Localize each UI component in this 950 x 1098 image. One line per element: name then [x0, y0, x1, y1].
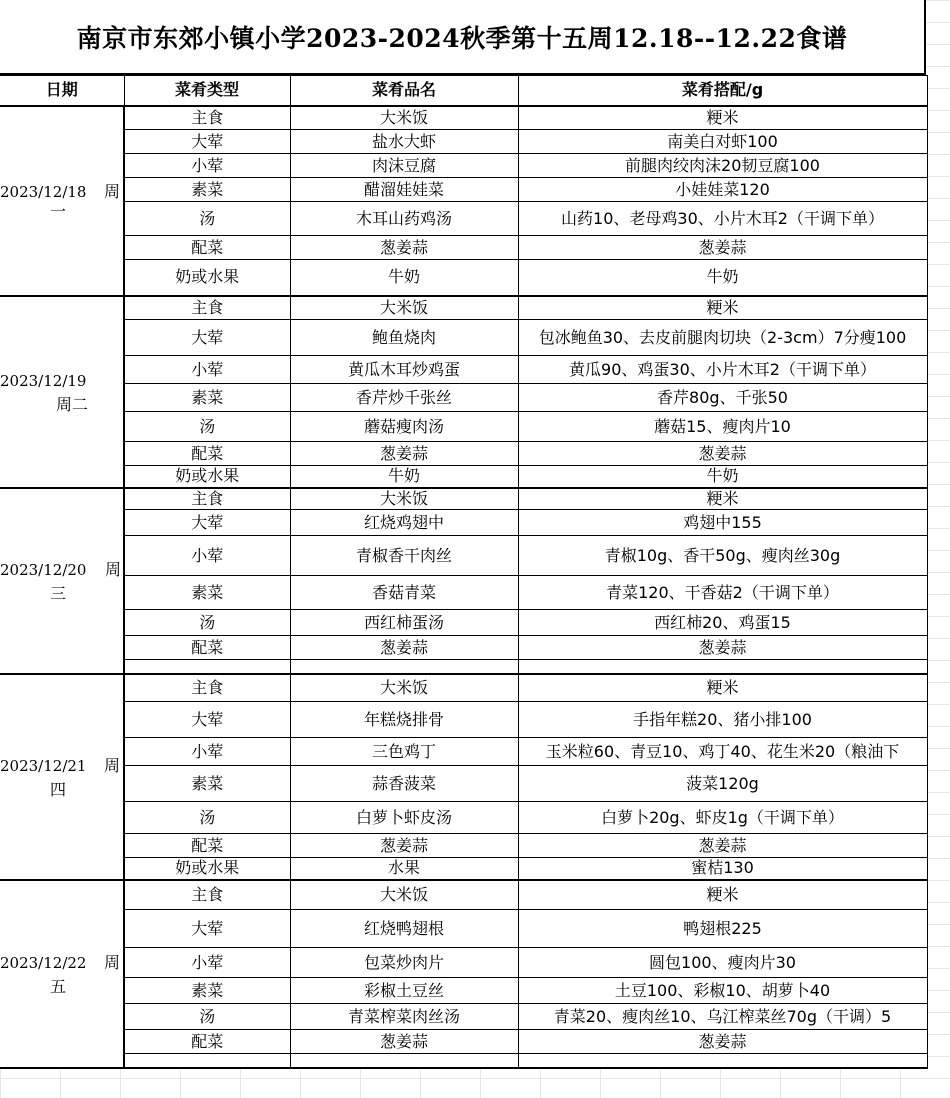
- header-row: [0, 76, 927, 106]
- dish-type-cell: 配菜: [124, 1030, 290, 1054]
- day-weekday-part2: 四: [50, 779, 67, 799]
- dish-type-cell: 奶或水果: [124, 260, 290, 296]
- dish-ingredients-cell: 粳米: [518, 488, 927, 510]
- dish-name-cell: 青菜榨菜肉丝汤: [290, 1004, 518, 1030]
- menu-row: [0, 412, 927, 442]
- dish-name-cell: 盐水大虾: [290, 130, 518, 154]
- dish-name-cell: 鲍鱼烧肉: [290, 320, 518, 356]
- menu-row: [0, 766, 927, 802]
- menu-row: [0, 802, 927, 834]
- dish-name-cell: 大米饭: [290, 488, 518, 510]
- dish-type-cell: 大荤: [124, 510, 290, 536]
- dish-name-cell: 大米饭: [290, 880, 518, 910]
- menu-row: [0, 660, 927, 674]
- menu-row: [0, 130, 927, 154]
- dish-type-cell: 主食: [124, 674, 290, 702]
- dish-type-cell: 小荤: [124, 154, 290, 178]
- dish-name-cell: 蘑菇瘦肉汤: [290, 412, 518, 442]
- menu-row: [0, 1004, 927, 1030]
- day-weekday-part1: 周: [104, 952, 121, 972]
- dish-type-cell: 汤: [124, 1004, 290, 1030]
- menu-row: [0, 738, 927, 766]
- dish-ingredients-cell: 菠菜120g: [518, 766, 927, 802]
- dish-ingredients-cell: 西红柿20、鸡蛋15: [518, 610, 927, 636]
- dish-type-cell: 素菜: [124, 766, 290, 802]
- day-weekday-part1: 周二: [56, 394, 89, 414]
- menu-row: [0, 384, 927, 412]
- menu-row: [0, 948, 927, 978]
- dish-name-cell: 葱姜蒜: [290, 636, 518, 660]
- dish-type-cell: 主食: [124, 880, 290, 910]
- dish-name-cell: 红烧鸡翅中: [290, 510, 518, 536]
- dish-name-cell: 大米饭: [290, 106, 518, 130]
- dish-name-cell: 葱姜蒜: [290, 442, 518, 466]
- dish-name-cell: 葱姜蒜: [290, 236, 518, 260]
- dish-ingredients-cell: 鸭翅根225: [518, 910, 927, 948]
- day-cell: [0, 674, 124, 880]
- dish-ingredients-cell: 南美白对虾100: [518, 130, 927, 154]
- dish-ingredients-cell: 粳米: [518, 880, 927, 910]
- dish-type-cell: 素菜: [124, 384, 290, 412]
- dish-type-cell: 奶或水果: [124, 858, 290, 880]
- day-weekday-part2: 三: [50, 583, 67, 603]
- dish-type-cell: 配菜: [124, 442, 290, 466]
- dish-ingredients-cell: 牛奶: [518, 466, 927, 488]
- dish-type-cell: 大荤: [124, 320, 290, 356]
- dish-name-cell: 木耳山药鸡汤: [290, 202, 518, 236]
- menu-row: [0, 202, 927, 236]
- dish-ingredients-cell: 土豆100、彩椒10、胡萝卜40: [518, 978, 927, 1004]
- day-date: 2023/12/20: [0, 560, 87, 579]
- menu-row: [0, 858, 927, 880]
- dish-type-cell: 奶或水果: [124, 466, 290, 488]
- dish-ingredients-cell: 手指年糕20、猪小排100: [518, 702, 927, 738]
- dish-ingredients-cell: [518, 1054, 927, 1068]
- day-weekday-part2: 五: [50, 976, 67, 996]
- dish-name-cell: 大米饭: [290, 674, 518, 702]
- menu-row: [0, 296, 927, 320]
- dish-ingredients-cell: 蘑菇15、瘦肉片10: [518, 412, 927, 442]
- dish-ingredients-cell: 包冰鲍鱼30、去皮前腿肉切块（2-3cm）7分瘦100: [518, 320, 927, 356]
- header-dish-ingredients: 菜肴搭配/g: [518, 76, 927, 106]
- dish-name-cell: 包菜炒肉片: [290, 948, 518, 978]
- day-date: 2023/12/22: [0, 953, 87, 972]
- dish-name-cell: 红烧鸭翅根: [290, 910, 518, 948]
- dish-name-cell: 白萝卜虾皮汤: [290, 802, 518, 834]
- dish-name-cell: 醋溜娃娃菜: [290, 178, 518, 202]
- menu-title: [0, 0, 926, 75]
- dish-name-cell: 水果: [290, 858, 518, 880]
- day-weekday-part1: 周: [104, 755, 121, 775]
- menu-row: [0, 236, 927, 260]
- day-cell: [0, 488, 124, 674]
- dish-ingredients-cell: 鸡翅中155: [518, 510, 927, 536]
- dish-type-cell: 大荤: [124, 702, 290, 738]
- dish-ingredients-cell: 青椒10g、香干50g、瘦肉丝30g: [518, 536, 927, 576]
- menu-row: [0, 178, 927, 202]
- dish-name-cell: [290, 1054, 518, 1068]
- day-cell: [0, 106, 124, 296]
- day-weekday-part2: 一: [50, 201, 67, 221]
- dish-ingredients-cell: 青菜120、干香菇2（干调下单）: [518, 576, 927, 610]
- menu-row: [0, 466, 927, 488]
- dish-ingredients-cell: 青菜20、瘦肉丝10、乌江榨菜丝70g（干调）5: [518, 1004, 927, 1030]
- dish-type-cell: 主食: [124, 488, 290, 510]
- dish-ingredients-cell: 粳米: [518, 674, 927, 702]
- dish-name-cell: 葱姜蒜: [290, 1030, 518, 1054]
- dish-name-cell: 西红柿蛋汤: [290, 610, 518, 636]
- menu-row: [0, 610, 927, 636]
- dish-ingredients-cell: [518, 660, 927, 674]
- dish-ingredients-cell: 葱姜蒜: [518, 236, 927, 260]
- dish-name-cell: [290, 660, 518, 674]
- dish-ingredients-cell: 蜜桔130: [518, 858, 927, 880]
- dish-name-cell: 香芹炒千张丝: [290, 384, 518, 412]
- dish-name-cell: 牛奶: [290, 466, 518, 488]
- day-cell: [0, 296, 124, 488]
- dish-type-cell: 素菜: [124, 178, 290, 202]
- day-weekday-part1: 周: [105, 559, 122, 579]
- dish-name-cell: 香菇青菜: [290, 576, 518, 610]
- menu-title-text: 南京市东郊小镇小学2023-2024秋季第十五周12.18--12.22食谱: [76, 23, 848, 53]
- dish-ingredients-cell: 前腿肉绞肉沫20韧豆腐100: [518, 154, 927, 178]
- dish-type-cell: 配菜: [124, 236, 290, 260]
- day-date: 2023/12/21: [0, 756, 87, 775]
- dish-type-cell: 配菜: [124, 636, 290, 660]
- dish-type-cell: 素菜: [124, 576, 290, 610]
- dish-name-cell: 年糕烧排骨: [290, 702, 518, 738]
- dish-ingredients-cell: 葱姜蒜: [518, 442, 927, 466]
- dish-type-cell: 汤: [124, 202, 290, 236]
- dish-name-cell: 彩椒土豆丝: [290, 978, 518, 1004]
- dish-name-cell: 三色鸡丁: [290, 738, 518, 766]
- menu-row: [0, 880, 927, 910]
- dish-ingredients-cell: 葱姜蒜: [518, 834, 927, 858]
- dish-type-cell: 小荤: [124, 738, 290, 766]
- menu-row: [0, 536, 927, 576]
- dish-type-cell: 主食: [124, 296, 290, 320]
- dish-type-cell: 汤: [124, 610, 290, 636]
- menu-row: [0, 488, 927, 510]
- dish-ingredients-cell: 粳米: [518, 106, 927, 130]
- menu-row: [0, 442, 927, 466]
- menu-row: [0, 320, 927, 356]
- dish-type-cell: [124, 660, 290, 674]
- menu-row: [0, 154, 927, 178]
- menu-row: [0, 1054, 927, 1068]
- dish-type-cell: [124, 1054, 290, 1068]
- dish-type-cell: 主食: [124, 106, 290, 130]
- dish-ingredients-cell: 黄瓜90、鸡蛋30、小片木耳2（干调下单）: [518, 356, 927, 384]
- dish-ingredients-cell: 山药10、老母鸡30、小片木耳2（干调下单）: [518, 202, 927, 236]
- dish-name-cell: 葱姜蒜: [290, 834, 518, 858]
- dish-type-cell: 配菜: [124, 834, 290, 858]
- header-date: 日期: [0, 76, 124, 106]
- dish-ingredients-cell: 粳米: [518, 296, 927, 320]
- header-dish-type: 菜肴类型: [124, 76, 290, 106]
- dish-ingredients-cell: 小娃娃菜120: [518, 178, 927, 202]
- dish-ingredients-cell: 牛奶: [518, 260, 927, 296]
- dish-ingredients-cell: 玉米粒60、青豆10、鸡丁40、花生米20（粮油下: [518, 738, 927, 766]
- day-date: 2023/12/19: [0, 371, 87, 390]
- dish-name-cell: 蒜香菠菜: [290, 766, 518, 802]
- day-weekday-part1: 周: [104, 181, 121, 201]
- menu-row: [0, 978, 927, 1004]
- menu-table: [0, 75, 928, 1069]
- menu-row: [0, 260, 927, 296]
- menu-row: [0, 636, 927, 660]
- dish-ingredients-cell: 圆包100、瘦肉片30: [518, 948, 927, 978]
- menu-row: [0, 834, 927, 858]
- day-date: 2023/12/18: [0, 182, 87, 201]
- dish-ingredients-cell: 葱姜蒜: [518, 636, 927, 660]
- dish-name-cell: 青椒香干肉丝: [290, 536, 518, 576]
- menu-row: [0, 910, 927, 948]
- menu-row: [0, 356, 927, 384]
- menu-row: [0, 1030, 927, 1054]
- dish-type-cell: 大荤: [124, 130, 290, 154]
- menu-row: [0, 674, 927, 702]
- dish-ingredients-cell: 葱姜蒜: [518, 1030, 927, 1054]
- dish-ingredients-cell: 香芹80g、千张50: [518, 384, 927, 412]
- dish-name-cell: 黄瓜木耳炒鸡蛋: [290, 356, 518, 384]
- dish-name-cell: 牛奶: [290, 260, 518, 296]
- day-cell: [0, 880, 124, 1068]
- menu-row: [0, 576, 927, 610]
- dish-type-cell: 素菜: [124, 978, 290, 1004]
- dish-type-cell: 小荤: [124, 948, 290, 978]
- dish-type-cell: 汤: [124, 412, 290, 442]
- header-dish-name: 菜肴品名: [290, 76, 518, 106]
- dish-type-cell: 汤: [124, 802, 290, 834]
- dish-ingredients-cell: 白萝卜20g、虾皮1g（干调下单）: [518, 802, 927, 834]
- menu-row: [0, 510, 927, 536]
- dish-type-cell: 大荤: [124, 910, 290, 948]
- menu-row: [0, 106, 927, 130]
- dish-name-cell: 肉沫豆腐: [290, 154, 518, 178]
- dish-type-cell: 小荤: [124, 356, 290, 384]
- menu-row: [0, 702, 927, 738]
- dish-name-cell: 大米饭: [290, 296, 518, 320]
- dish-type-cell: 小荤: [124, 536, 290, 576]
